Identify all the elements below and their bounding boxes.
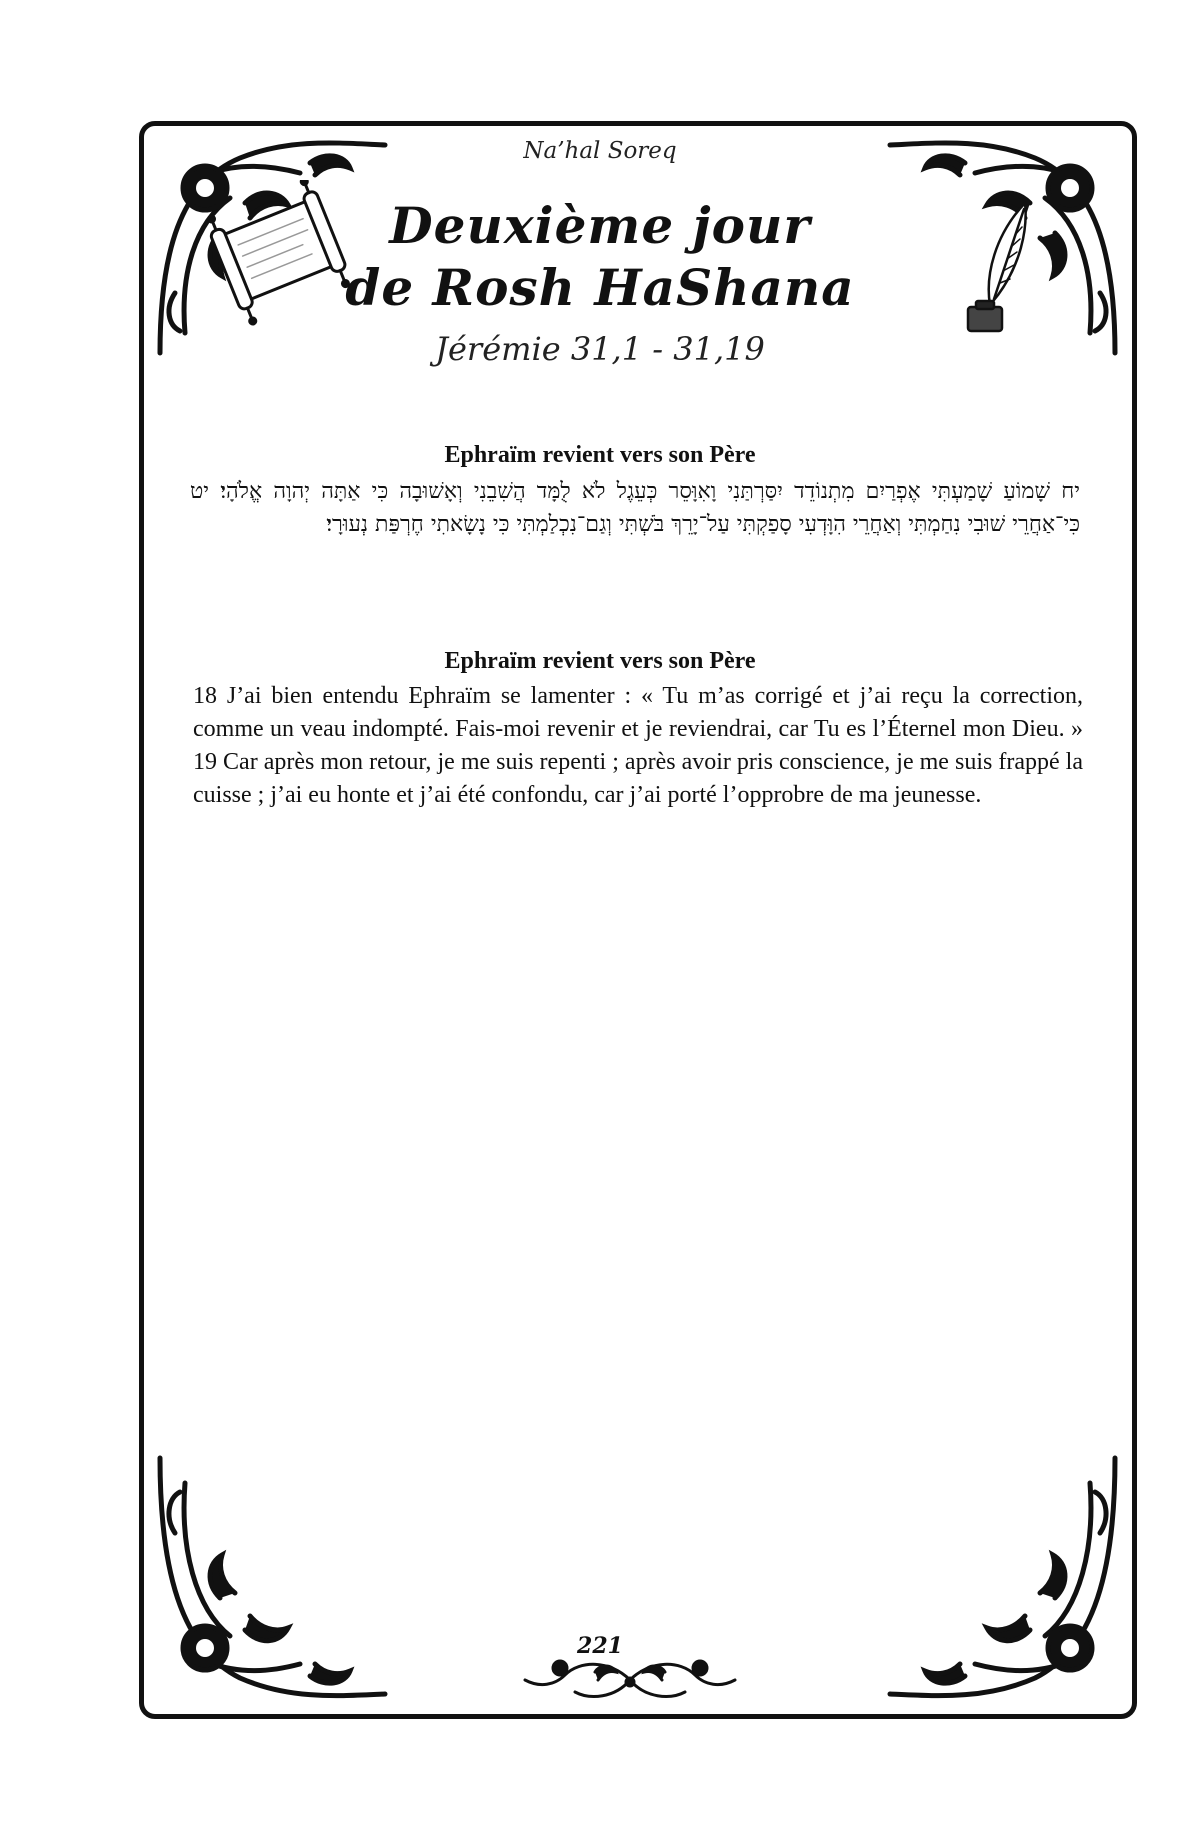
hebrew-section-heading: Ephraïm revient vers son Père [444,442,756,468]
floral-corner-ornament-bottom-right [885,1448,1125,1708]
french-section-heading: Ephraïm revient vers son Père [444,648,756,674]
title-line-2: de Rosh HaShana [345,258,855,317]
title-line-1: Deuxième jour [389,196,811,255]
running-head: Na’hal Soreq [523,138,677,164]
page-title [0,195,1200,319]
french-text: 18 J’ai bien entendu Ephraïm se lamenter : « Tu m’as corrigé et j’ai reçu la correction, comme un veau indompté. Fais-moi revenir et je reviendrai, car Tu es l’Éternel mon Dieu. » 19 Car après mon retour, je me suis repenti ; après avoir pris conscience, je me suis frappé la cuisse ; j’ai eu honte et j’ai été confondu, car j’ai porté l’opprobre de ma jeunesse. [193,683,1083,808]
scripture-reference: Jérémie 31,1 - 31,19 [435,330,765,368]
page-number: 221 [577,1633,623,1659]
floral-corner-ornament-bottom-left [150,1448,390,1708]
hebrew-text: יח שָׁמוֹעַ שָׁמַעְתִּי אֶפְרַיִם מִתְנוֹדֵד יִסַּרְתַּנִי וָאִוָּסֵר כְּעֵגֶל לֹא לֻמָּד הֲשִׁבֵנִי וְאָשׁוּבָה כִּי אַתָּה יְהוָה אֱלֹהָי׃ יט כִּי־אַחֲרֵי שׁוּבִי נִחַמְתִּי וְאַחֲרֵי הִוָּדְעִי סָפַקְתִּי עַל־יָרֵךְ בֹּשְׁתִּי וְגַם־נִכְלַמְתִּי כִּי נָשָׂאתִי חֶרְפַּת נְעוּרָי׃ [190,479,1080,537]
